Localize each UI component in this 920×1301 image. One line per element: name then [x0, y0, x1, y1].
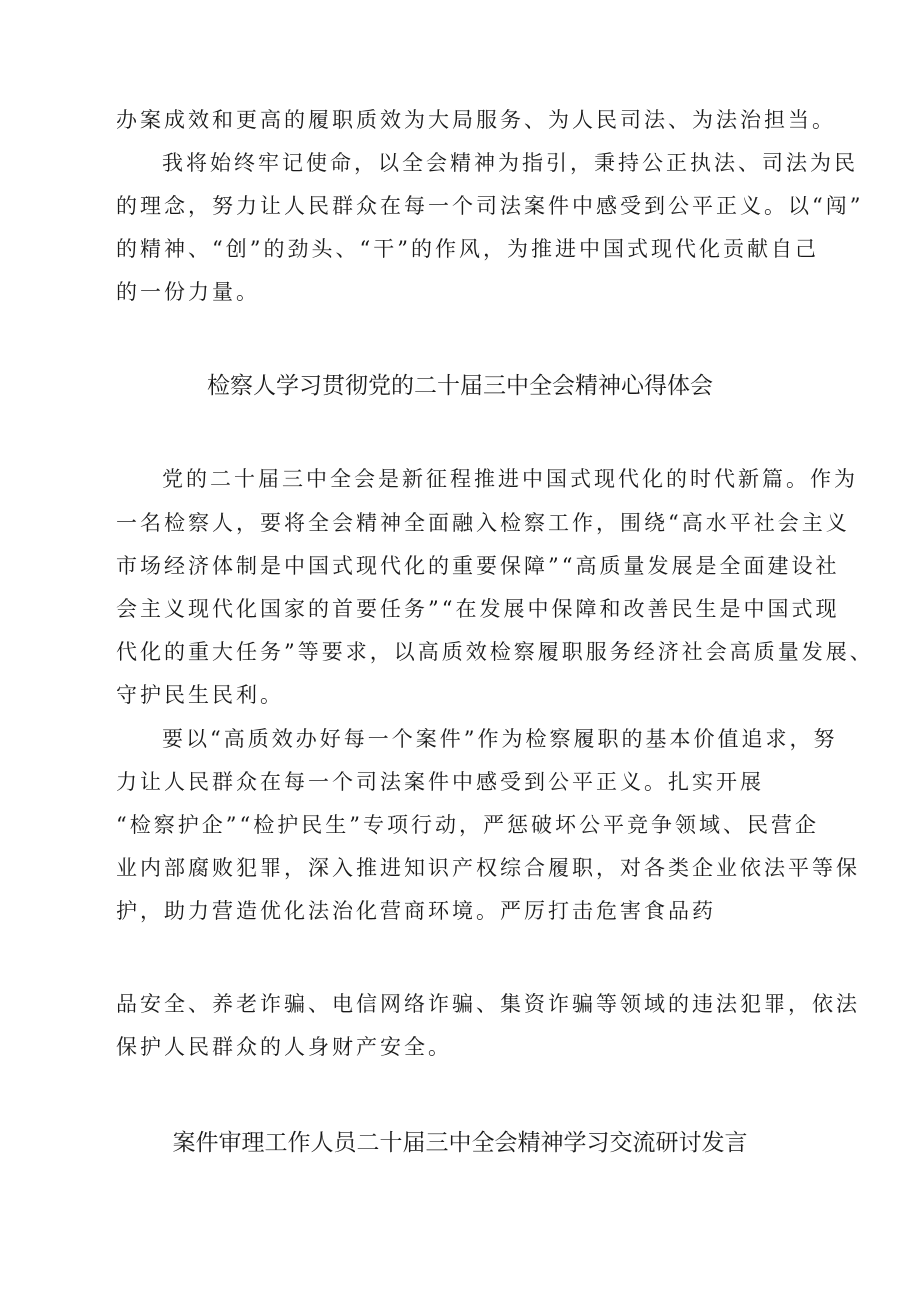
- paragraph-line: 一名检察人，要将全会精神全面融入检察工作，围绕“高水平社会主义: [116, 511, 850, 535]
- paragraph-line: 办案成效和更高的履职质效为大局服务、为人民司法、为法治担当。: [116, 108, 836, 132]
- section-heading: 案件审理工作人员二十届三中全会精神学习交流研讨发言: [172, 1130, 748, 1156]
- paragraph-line: “检察护企”“检护民生”专项行动，严惩破坏公平竞争领域、民营企: [116, 813, 819, 837]
- paragraph-line: 要以“高质效办好每一个案件”作为检察履职的基本价值追求，努: [162, 727, 838, 751]
- paragraph-line: 力让人民群众在每一个司法案件中感受到公平正义。扎实开展: [116, 770, 764, 794]
- paragraph-line: 市场经济体制是中国式现代化的重要保障”“高质量发展是全面建设社: [116, 554, 840, 578]
- paragraph-line: 的理念，努力让人民群众在每一个司法案件中感受到公平正义。以“闯”: [116, 194, 864, 218]
- paragraph-line: 护，助力营造优化法治化营商环境。严厉打击危害食品药: [116, 899, 716, 923]
- section-heading: 检察人学习贯彻党的二十届三中全会精神心得体会: [207, 373, 713, 399]
- paragraph-line: 的精神、“创”的劲头、“干”的作风，为推进中国式现代化贡献自己: [116, 237, 819, 261]
- paragraph-line: 的一份力量。: [116, 280, 260, 304]
- paragraph-line: 会主义现代化国家的首要任务”“在发展中保障和改善民生是中国式现: [116, 597, 840, 621]
- paragraph-line: 守护民生民利。: [116, 683, 284, 707]
- paragraph-line: 业内部腐败犯罪，深入推进知识产权综合履职，对各类企业依法平等保: [116, 856, 860, 880]
- paragraph-line: 我将始终牢记使命，以全会精神为指引，秉持公正执法、司法为民: [162, 151, 858, 175]
- paragraph-line: 代化的重大任务”等要求，以高质效检察履职服务经济社会高质量发展、: [116, 640, 874, 664]
- paragraph-line: 保护人民群众的人身财产安全。: [116, 1035, 452, 1059]
- paragraph-line: 品安全、养老诈骗、电信网络诈骗、集资诈骗等领域的违法犯罪，依法: [116, 992, 860, 1016]
- paragraph-line: 党的二十届三中全会是新征程推进中国式现代化的时代新篇。作为: [162, 467, 858, 491]
